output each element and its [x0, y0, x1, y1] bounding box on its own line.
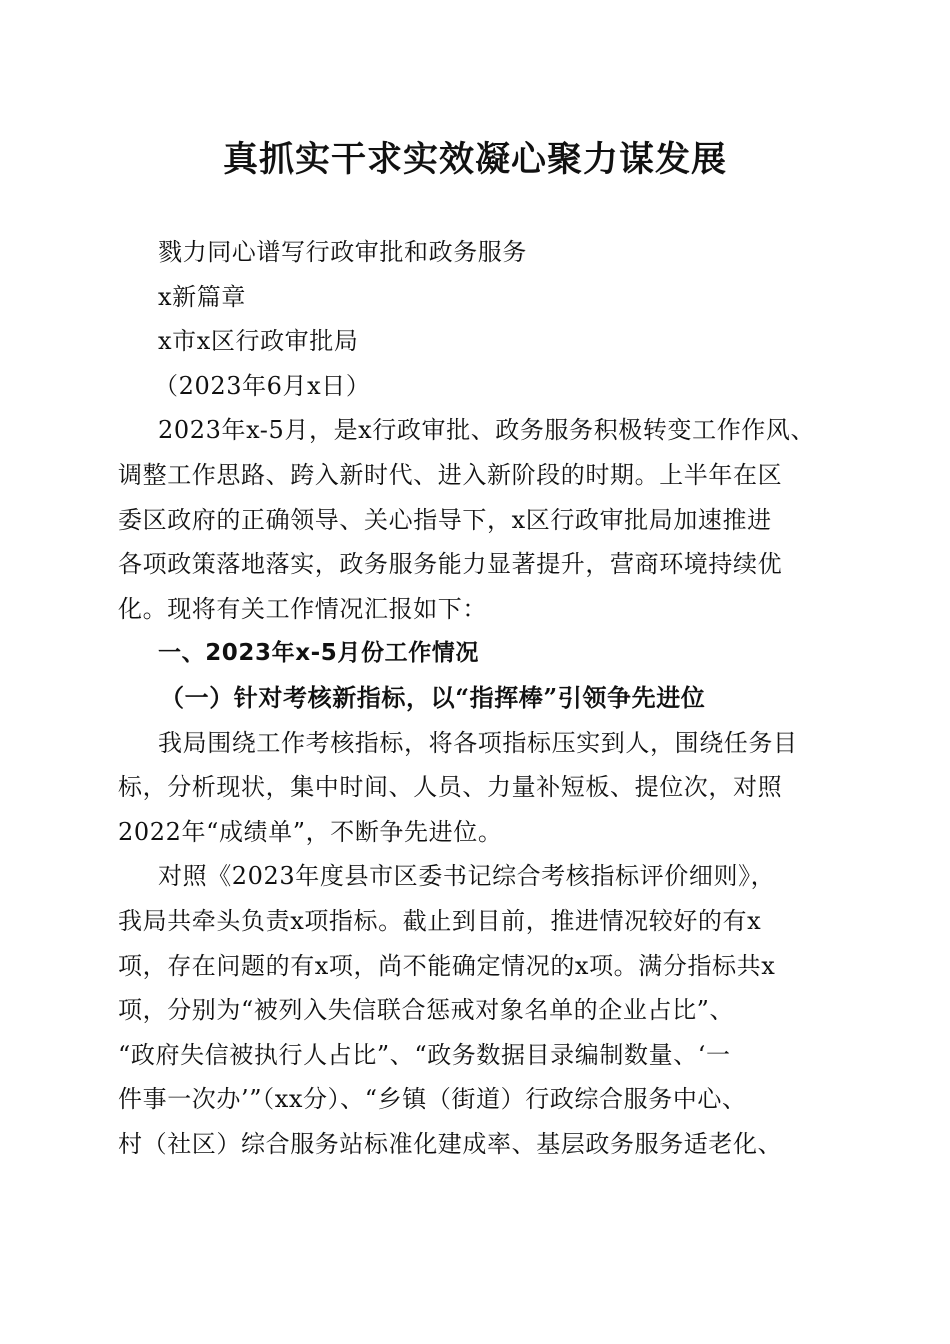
text-line: 对照《2023年度县市区委书记综合考核指标评价细则》，	[158, 862, 776, 891]
text-line: 2022年“成绩单”，不断争先进位。	[118, 817, 503, 846]
text-line: 各项政策落地落实，政务服务能力显著提升，营商环境持续优	[118, 550, 783, 579]
subtitle-line-2: x新篇章	[158, 282, 246, 311]
subtitle-line-1: 戮力同心谱写行政审批和政务服务	[158, 238, 527, 266]
text-line: 村（社区）综合服务站标准化建成率、基层政务服务适老化、	[118, 1129, 783, 1158]
text-line: “政府失信被执行人占比”、“政务数据目录编制数量、‘一	[118, 1040, 731, 1069]
author-line: x市x区行政审批局	[158, 327, 359, 356]
section-heading-1: 一、2023年x-5月份工作情况	[158, 640, 479, 667]
text-line: 我局围绕工作考核指标，将各项指标压实到人，围绕任务目	[158, 728, 798, 757]
text-line: 2023年x-5月，是x行政审批、政务服务积极转变工作作风、	[158, 416, 816, 445]
date-line: （2023年6月x日）	[154, 371, 371, 400]
text-line: 委区政府的正确领导、关心指导下，x区行政审批局加速推进	[118, 505, 772, 534]
paragraph-2	[118, 854, 834, 1166]
text-line: 项，存在问题的有x项，尚不能确定情况的x项。满分指标共x	[118, 951, 776, 980]
text-line: 我局共牵头负责x项指标。截止到目前，推进情况较好的有x	[118, 906, 762, 935]
text-line: 标，分析现状，集中时间、人员、力量补短板、提位次，对照	[118, 773, 783, 802]
text-line: 调整工作思路、跨入新时代、进入新阶段的时期。上半年在区	[118, 460, 783, 489]
document-title: 真抓实干求实效凝心聚力谋发展	[222, 139, 727, 180]
text-line: 项，分别为“被列入失信联合惩戒对象名单的企业占比”、	[118, 996, 735, 1025]
text-line: 化。现将有关工作情况汇报如下：	[118, 594, 487, 623]
section-heading-2: （一）针对考核新指标，以“指挥棒”引领争先进位	[160, 682, 706, 712]
text-line: 件事一次办’”（xx分）、“乡镇（街道）行政综合服务中心、	[118, 1085, 747, 1114]
document-body	[118, 230, 834, 1166]
paragraph-1	[118, 721, 834, 855]
intro-paragraph	[118, 408, 834, 631]
